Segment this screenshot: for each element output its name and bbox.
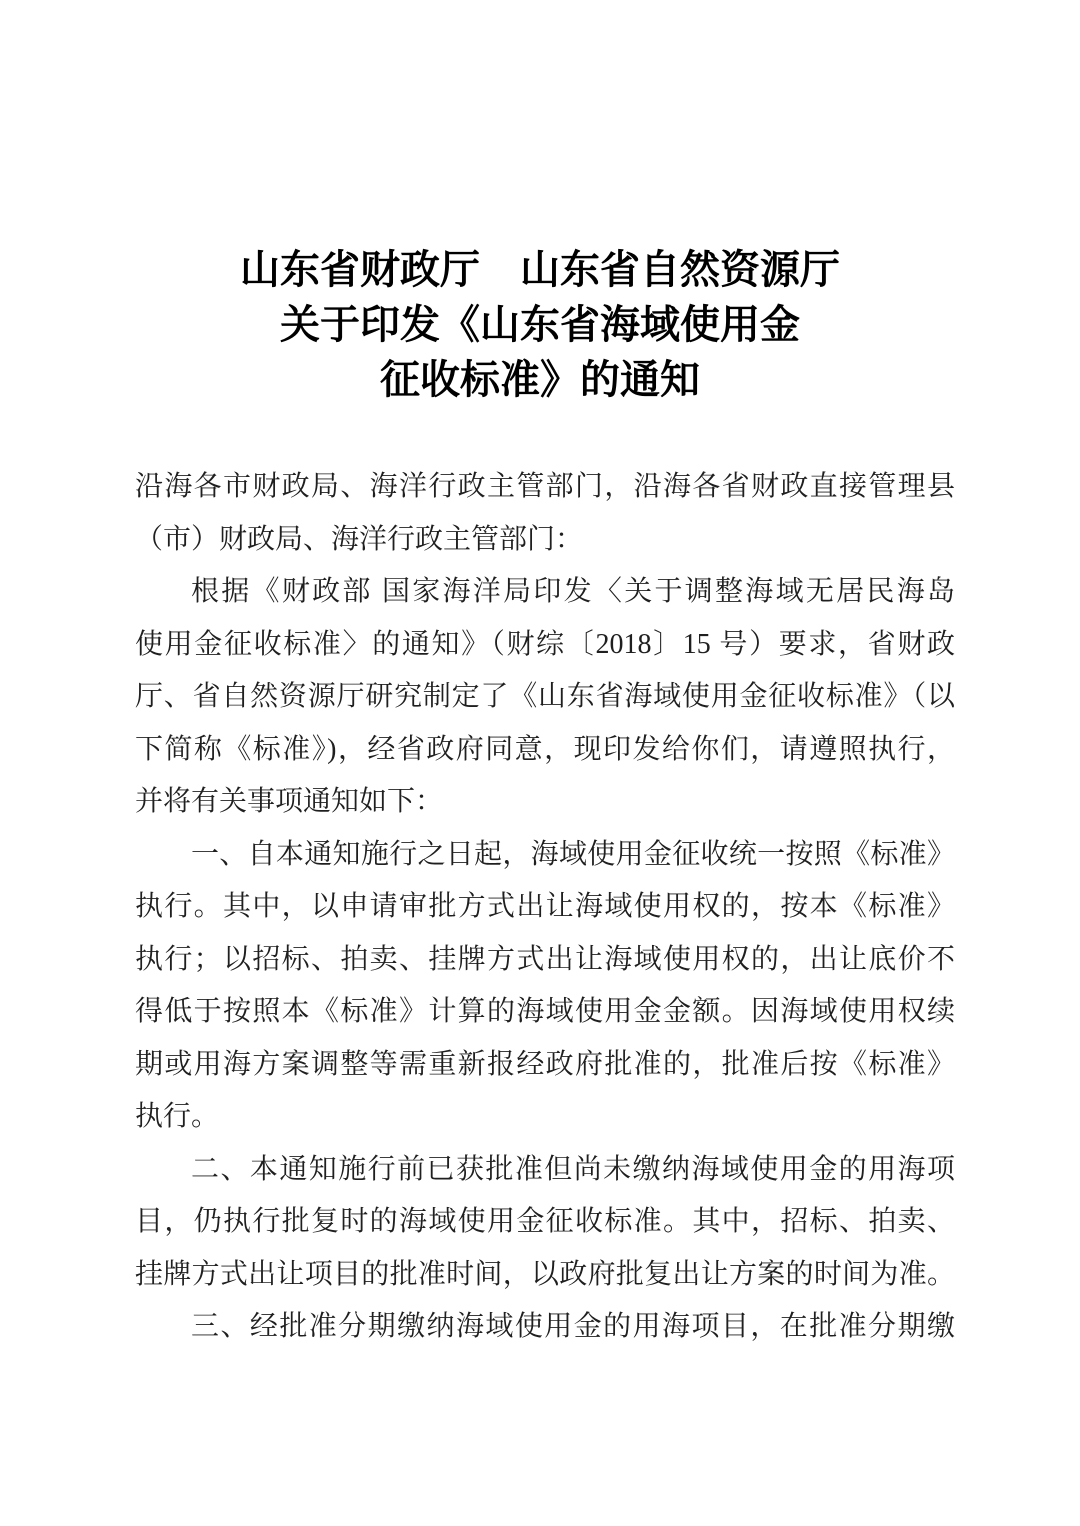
body-line: 期或用海方案调整等需重新报经政府批准的，批准后按《标准》	[135, 1048, 955, 1080]
body-line: 执行；以招标、拍卖、挂牌方式出让海域使用权的，出让底价不	[135, 943, 955, 975]
body-line: 沿海各市财政局、海洋行政主管部门，沿海各省财政直接管理县	[135, 471, 955, 502]
body-line: 目，仍执行批复时的海域使用金征收标准。其中，招标、拍卖、	[135, 1206, 955, 1237]
body-line: 一、自本通知施行之日起，海域使用金征收统一按照《标准》	[191, 838, 955, 870]
body-line: 执行。	[135, 1101, 220, 1132]
title-line: 山东省财政厅 山东省自然资源厅	[240, 247, 840, 292]
body-line: 下简称《标准》)，经省政府同意，现印发给你们，请遵照执行，	[135, 733, 955, 765]
body-line: 并将有关事项通知如下：	[135, 786, 444, 817]
body-line: （市）财政局、海洋行政主管部门：	[135, 523, 584, 555]
body-line: 执行。其中，以申请审批方式出让海域使用权的，按本《标准》	[135, 891, 955, 922]
body-line: 得低于按照本《标准》计算的海域使用金金额。因海域使用权续	[135, 996, 955, 1027]
title-line: 征收标准》的通知	[380, 357, 700, 402]
title-line: 关于印发《山东省海域使用金	[280, 302, 800, 347]
body-line: 三、经批准分期缴纳海域使用金的用海项目，在批准分期缴	[191, 1311, 955, 1342]
body-line: 二、本通知施行前已获批准但尚未缴纳海域使用金的用海项	[191, 1153, 955, 1185]
body-line: 厅、省自然资源厅研究制定了《山东省海域使用金征收标准》（以	[135, 681, 955, 712]
document-title	[0, 242, 1080, 407]
body-line: 使用金征收标准〉的通知》（财综〔2018〕15 号）要求，省财政	[135, 628, 955, 660]
body-line: 根据《财政部 国家海洋局印发〈关于调整海域无居民海岛	[191, 576, 955, 607]
body-line: 挂牌方式出让项目的批准时间，以政府批复出让方案的时间为准。	[135, 1258, 955, 1290]
document-body	[135, 461, 955, 1354]
